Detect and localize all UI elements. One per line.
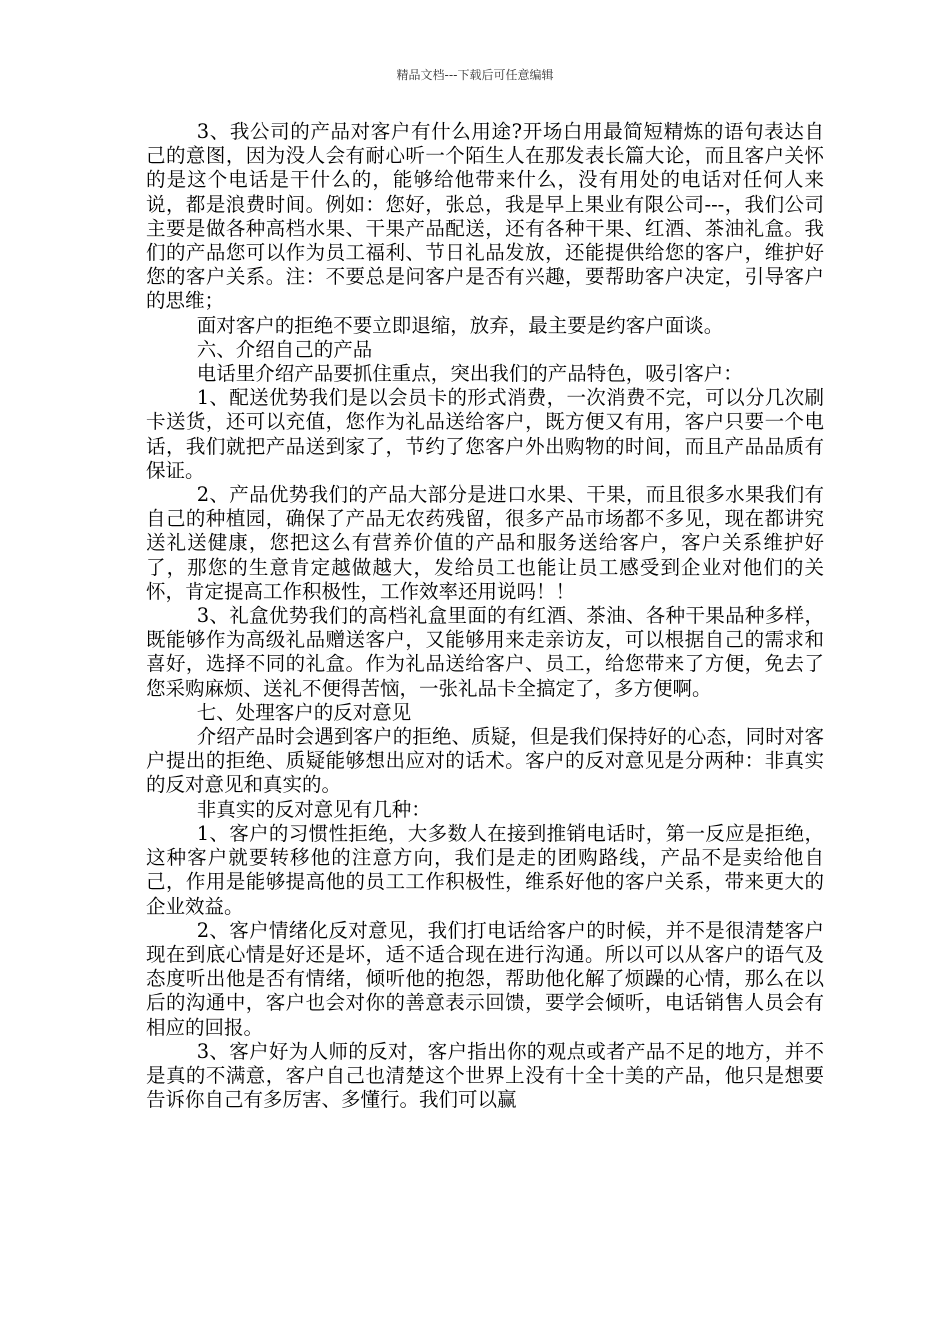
paragraph: 面对客户的拒绝不要立即退缩，放弃，最主要是约客户面谈。 <box>196 313 724 337</box>
paragraph: 非真实的反对意见有几种： <box>196 797 431 821</box>
paragraph: 2、产品优势我们的产品大部分是进口水果、干果，而且很多水果我们有自己的种植园，确保了产品无农药残留，很多产品市场都不多见，现在都讲究送礼送健康，您把这么有营养价值的产品和服务送给客户，客户关系维护好了，那您的生意肯定越做越大，发给员工也能让员工感受到企业对他们的关怀，肯定提高工作积极性，工作效率还用说吗！！ <box>146 483 824 603</box>
paragraph: 1、配送优势我们是以会员卡的形式消费，一次消费不完，可以分几次刷卡送货，还可以充值，您作为礼品送给客户，既方便又有用，客户只要一个电话，我们就把产品送到家了，节约了您客户外出购物的时间，而且产品品质有保证。 <box>146 386 824 482</box>
paragraph: 3、礼盒优势我们的高档礼盒里面的有红酒、茶油、各种干果品种多样，既能够作为高级礼品赠送客户，又能够用来走亲访友，可以根据自己的需求和喜好，选择不同的礼盒。作为礼品送给客户、员工，给您带来了方便，免去了您采购麻烦、送礼不便得苦恼，一张礼品卡全搞定了，多方便啊。 <box>146 604 824 700</box>
paragraph: 3、我公司的产品对客户有什么用途?开场白用最简短精炼的语句表达自己的意图，因为没人会有耐心听一个陌生人在那发表长篇大论，而且客户关怀的是这个电话是干什么的，能够给他带来什么，没有用处的电话对任何人来说，都是浪费时间。例如：您好，张总，我是早上果业有限公司---，我们公司主要是做各种高档水果、干果产品配送，还有各种干果、红酒、茶油礼盒。我们的产品您可以作为员工福利、节日礼品发放，还能提供给您的客户，维护好您的客户关系。注：不要总是问客户是否有兴趣，要帮助客户决定，引导客户的思维； <box>146 120 824 313</box>
page-header: 精品文档---下载后可任意编辑 <box>396 68 554 82</box>
document-body <box>146 120 824 1112</box>
section-heading: 六、介绍自己的产品 <box>196 337 373 361</box>
paragraph: 3、客户好为人师的反对，客户指出你的观点或者产品不足的地方，并不是真的不满意，客户自己也清楚这个世界上没有十全十美的产品，他只是想要告诉你自己有多厉害、多懂行。我们可以赢 <box>146 1039 824 1112</box>
paragraph: 电话里介绍产品要抓住重点，突出我们的产品特色，吸引客户： <box>196 362 743 386</box>
paragraph: 2、客户情绪化反对意见，我们打电话给客户的时候，并不是很清楚客户现在到底心情是好还是坏，适不适合现在进行沟通。所以可以从客户的语气及态度听出他是否有情绪，倾听他的抱怨，帮助他化解了烦躁的心情，那么在以后的沟通中，客户也会对你的善意表示回馈，要学会倾听，电话销售人员会有相应的回报。 <box>146 918 824 1039</box>
paragraph: 1、客户的习惯性拒绝，大多数人在接到推销电话时，第一反应是拒绝，这种客户就要转移他的注意方向，我们是走的团购路线，产品不是卖给他自己，作用是能够提高他的员工工作积极性，维系好他的客户关系，带来更大的企业效益。 <box>146 821 824 918</box>
paragraph: 介绍产品时会遇到客户的拒绝、质疑，但是我们保持好的心态，同时对客户提出的拒绝、质疑能够想出应对的话术。客户的反对意见是分两种：非真实的反对意见和真实的。 <box>146 725 824 797</box>
section-heading: 七、处理客户的反对意见 <box>196 700 412 724</box>
